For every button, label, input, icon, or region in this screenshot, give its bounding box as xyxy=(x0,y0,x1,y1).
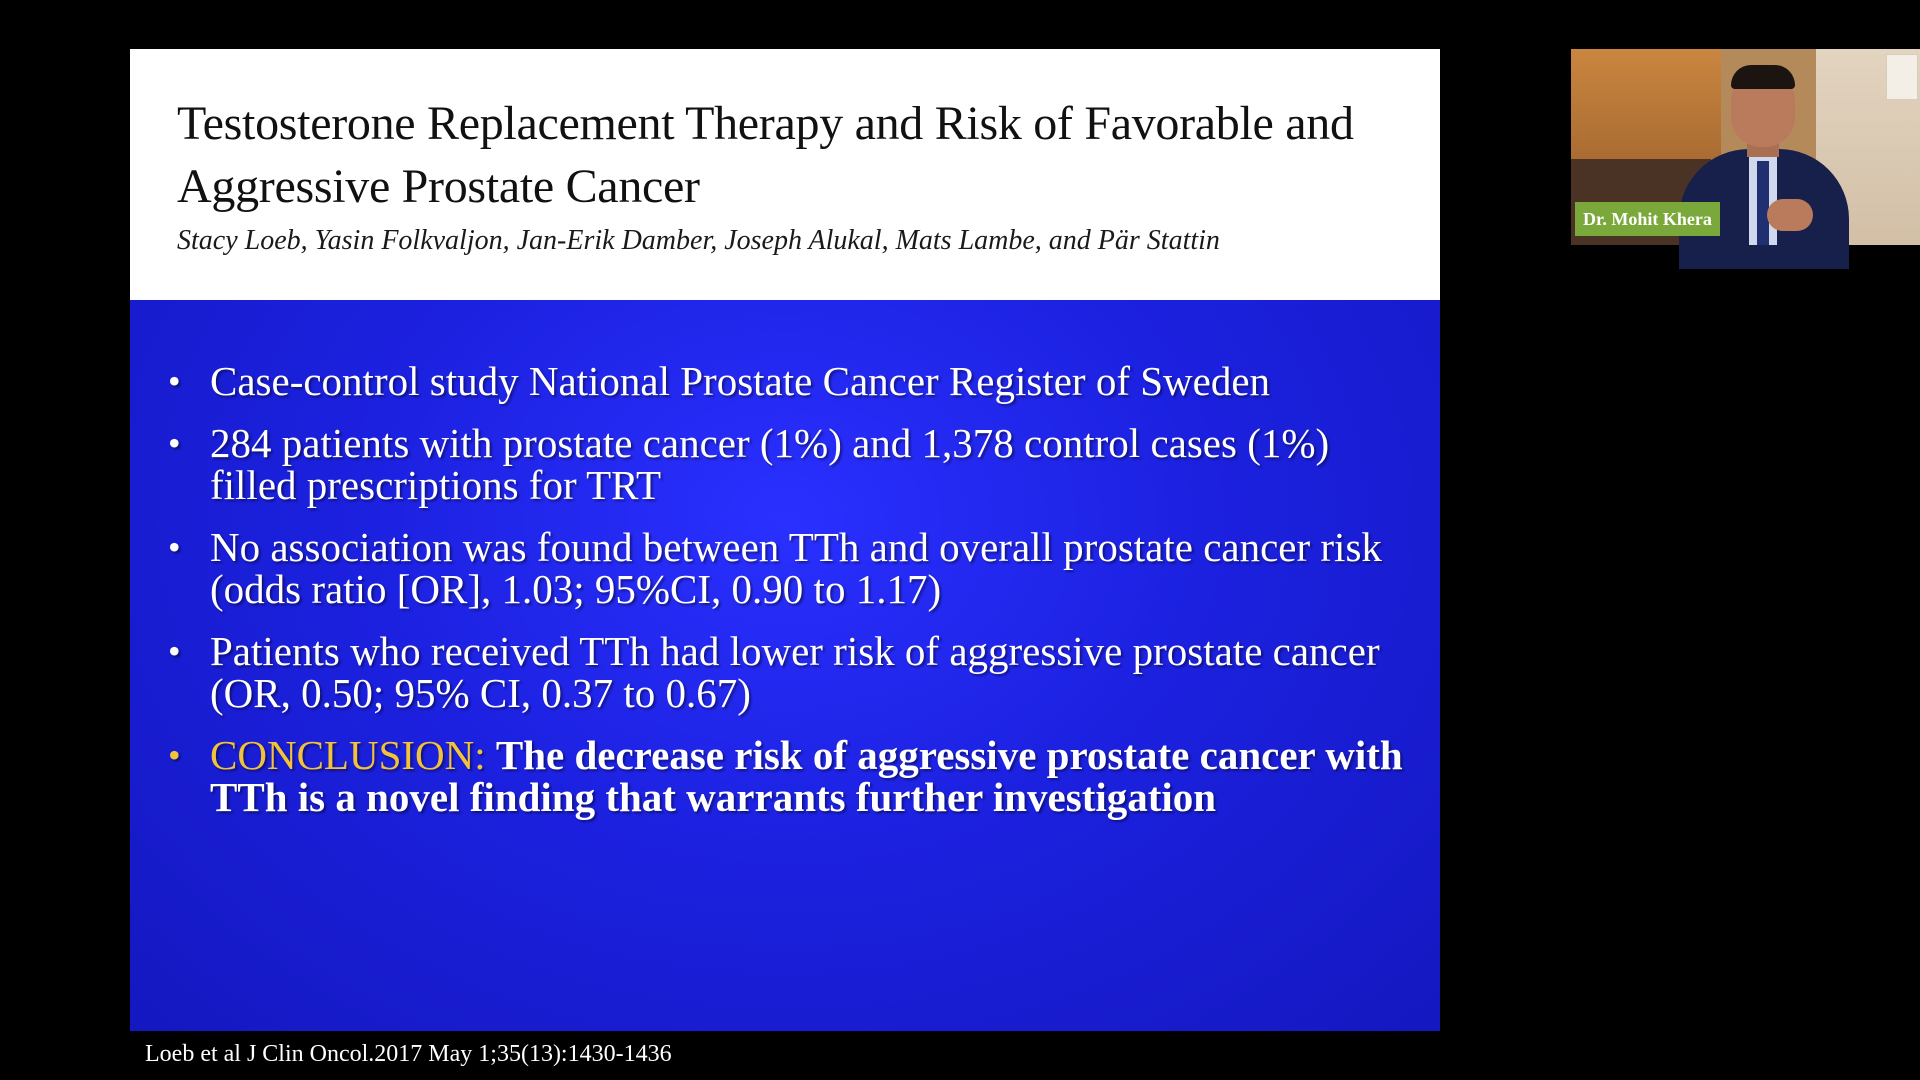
bullet-dot-icon: • xyxy=(168,735,181,775)
shared-presentation-slide xyxy=(130,49,1440,1067)
bullet-dot-icon: • xyxy=(168,361,181,401)
conclusion-text: The decrease risk of aggressive prostate cancer with TTh is a novel finding that warrants further investigation xyxy=(210,732,1403,820)
bullet-dot-icon: • xyxy=(168,423,181,463)
bullet-dot-icon: • xyxy=(168,527,181,567)
bullet-dot-icon: • xyxy=(168,631,181,671)
paper-authors: Stacy Loeb, Yasin Folkvaljon, Jan-Erik Damber, Joseph Alukal, Mats Lambe, and Pär Stattin xyxy=(177,225,1220,256)
participant-figure xyxy=(1757,161,1769,245)
bullet-text: 284 patients with prostate cancer (1%) and 1,378 control cases (1%) filled prescriptions for TRT xyxy=(210,420,1330,508)
slide-body xyxy=(130,300,1440,1067)
participant-name-label: Dr. Mohit Khera xyxy=(1575,202,1720,236)
conclusion-label: CONCLUSION: xyxy=(210,732,486,778)
bullet-item xyxy=(168,630,1418,714)
bullet-text: Patients who received TTh had lower risk of aggressive prostate cancer (OR, 0.50; 95% CI, 0.37 to 0.67) xyxy=(210,628,1380,716)
paper-title: Testosterone Replacement Therapy and Risk of Favorable and Aggressive Prostate Cancer xyxy=(177,97,1354,213)
bullet-list xyxy=(168,360,1418,838)
participant-video-tile[interactable] xyxy=(1571,49,1920,245)
bullet-text: Case-control study National Prostate Cancer Register of Sweden xyxy=(210,358,1271,404)
bullet-item xyxy=(168,422,1418,506)
participant-figure xyxy=(1767,199,1813,231)
video-background xyxy=(1886,54,1918,100)
bullet-item xyxy=(168,360,1418,402)
bullet-item xyxy=(168,526,1418,610)
participant-figure xyxy=(1731,65,1795,89)
slide-citation: Loeb et al J Clin Oncol.2017 May 1;35(13):1430-1436 xyxy=(145,1041,672,1067)
bullet-text: No association was found between TTh and overall prostate cancer risk (odds ratio [OR], 1.03; 95%CI, 0.90 to 1.17) xyxy=(210,524,1382,612)
slide-header xyxy=(130,49,1440,300)
conclusion-bullet xyxy=(168,734,1418,818)
